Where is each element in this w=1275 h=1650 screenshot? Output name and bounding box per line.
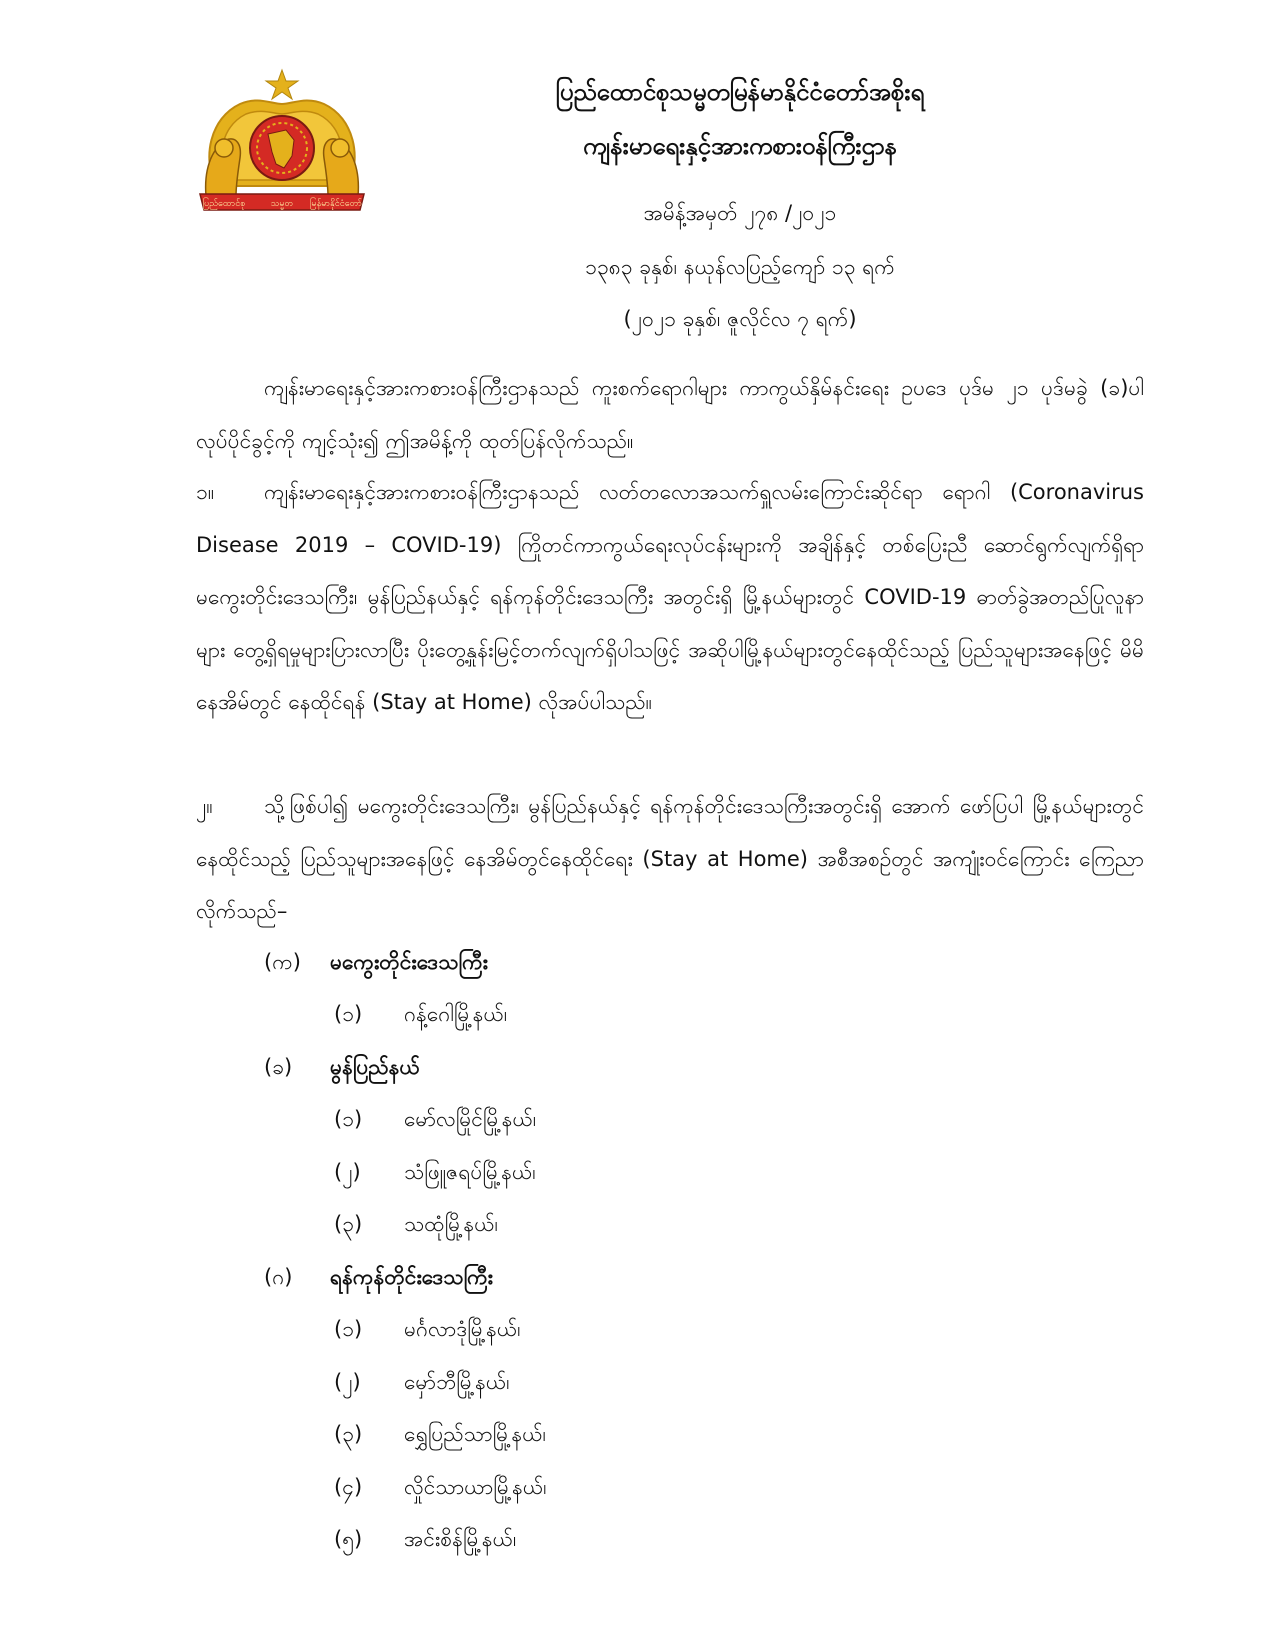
township-mark: (၁) [334,1317,363,1342]
township-item [196,1096,1096,1149]
paragraph-number: ၁။ [196,480,215,504]
paragraph-number: ၂။ [196,794,213,818]
paragraph-text: သို့ဖြစ်ပါ၍ မကွေးတိုင်းဒေသကြီး၊ မွန်ပြည်နယ်နှင့် ရန်ကုန်တိုင်းဒေသကြီးအတွင်းရှိ အောက် ဖော်ပြပါ မြို့နယ်များတွင်နေထိုင်သည့် ပြည်သူများအနေဖြင့် နေအိမ်တွင်နေထိုင်ရေး (Stay at Home) အစီအစဉ်တွင် အကျုံးဝင်ကြောင်း ကြေညာလိုက်သည်– [196,794,1144,923]
emblem-banner-left: ပြည်ထောင်စု [202,199,246,209]
township-item [196,1201,1096,1254]
emblem-star [266,70,298,99]
region-name: မွန်ပြည်နယ် [330,1054,420,1079]
township-item [196,991,1096,1044]
township-name: အင်းစိန်မြို့နယ်၊ [404,1527,517,1552]
township-name: ဂန့်ဂေါမြို့နယ်၊ [404,1002,508,1027]
gregorian-date: (၂၀၂၁ ခုနှစ်၊ ဇူလိုင်လ ၇ ရက်) [623,307,857,331]
emblem-banner-right: မြန်မာနိုင်ငံတော် [309,199,363,209]
township-mark: (၁) [334,1107,363,1132]
ministry-title: ကျန်းမာရေးနှင့်အားကစားဝန်ကြီးဌာန [582,132,898,160]
region-name: မကွေးတိုင်းဒေသကြီး [330,949,488,974]
intro-paragraph: ကျန်းမာရေးနှင့်အားကစားဝန်ကြီးဌာနသည် ကူးစက်ရောဂါများ ကာကွယ်နှိမ်နင်းရေး ဥပဒေ ပုဒ်မ ၂၁ ပုဒ်မခွဲ (ခ)ပါ လုပ်ပိုင်ခွင့်ကို ကျင့်သုံး၍ ဤအမိန့်ကို ထုတ်ပြန်လိုက်သည်။ [196,376,1144,453]
township-item [196,1306,1096,1359]
township-name: မော်လမြိုင်မြို့နယ်၊ [404,1107,537,1132]
township-item [196,1463,1096,1516]
region-heading [196,938,1096,991]
township-mark: (၃) [334,1212,363,1237]
township-name: လှိုင်သာယာမြို့နယ်၊ [404,1474,547,1499]
township-item [196,1516,1096,1569]
myanmar-date: ၁၃၈၃ ခုနှစ်၊ နယုန်လပြည့်ကျော် ၁၃ ရက် [585,255,895,279]
township-name: သထုံမြို့နယ်၊ [404,1212,498,1237]
township-name: မင်္ဂလာဒုံမြို့နယ်၊ [404,1317,521,1342]
township-name: သံဖြူဇရပ်မြို့နယ်၊ [404,1159,536,1184]
township-name: မှော်ဘီမြို့နယ်၊ [404,1369,510,1394]
emblem-banner-center: သမ္မတ [270,199,294,209]
township-list [196,938,1096,1568]
township-mark: (၄) [334,1474,363,1499]
region-heading [196,1043,1096,1096]
township-mark: (၂) [334,1369,361,1394]
township-mark: (၃) [334,1422,363,1447]
region-mark: (ခ) [264,1054,293,1079]
paragraph-2 [196,780,1144,938]
government-title: ပြည်ထောင်စုသမ္မတမြန်မာနိုင်ငံတော်အစိုးရ [555,78,925,106]
region-mark: (က) [264,949,301,974]
township-mark: (၁) [334,1002,363,1027]
order-number: အမိန့်အမှတ် ၂၇၈ /၂၀၂၁ [643,201,837,225]
paragraph-text: ကျန်းမာရေးနှင့်အားကစားဝန်ကြီးဌာနသည် လတ်တလောအသက်ရှူလမ်းကြောင်းဆိုင်ရာ ရောဂါ (Coronavirus Disease 2019 – COVID-19) ကြိုတင်ကာကွယ်ရေးလုပ်ငန်းများကို အချိန်နှင့် တစ်ပြေးညီ ဆောင်ရွက်လျက်ရှိရာ မကွေးတိုင်းဒေသကြီး၊ မွန်ပြည်နယ်နှင့် ရန်ကုန်တိုင်းဒေသကြီး အတွင်းရှိ မြို့နယ်များတွင် COVID-19 ဓာတ်ခွဲအတည်ပြုလူနာများ တွေ့ရှိရမှုများပြားလာပြီး ပိုးတွေ့နှုန်းမြင့်တက်လျက်ရှိပါသဖြင့် အဆိုပါမြို့နယ်များတွင်နေထိုင်သည့် ပြည်သူများအနေဖြင့် မိမိ နေအိမ်တွင် နေထိုင်ရန် (Stay at Home) လိုအပ်ပါသည်။ [196,480,1144,714]
township-item [196,1358,1096,1411]
township-item [196,1148,1096,1201]
township-item [196,1411,1096,1464]
township-mark: (၅) [334,1527,363,1552]
region-heading [196,1253,1096,1306]
paragraph-1 [196,466,1144,729]
township-mark: (၂) [334,1159,361,1184]
state-emblem [196,68,368,214]
region-mark: (ဂ) [264,1264,293,1289]
region-name: ရန်ကုန်တိုင်းဒေသကြီး [330,1264,494,1289]
township-name: ရွှေပြည်သာမြို့နယ်၊ [404,1422,546,1447]
